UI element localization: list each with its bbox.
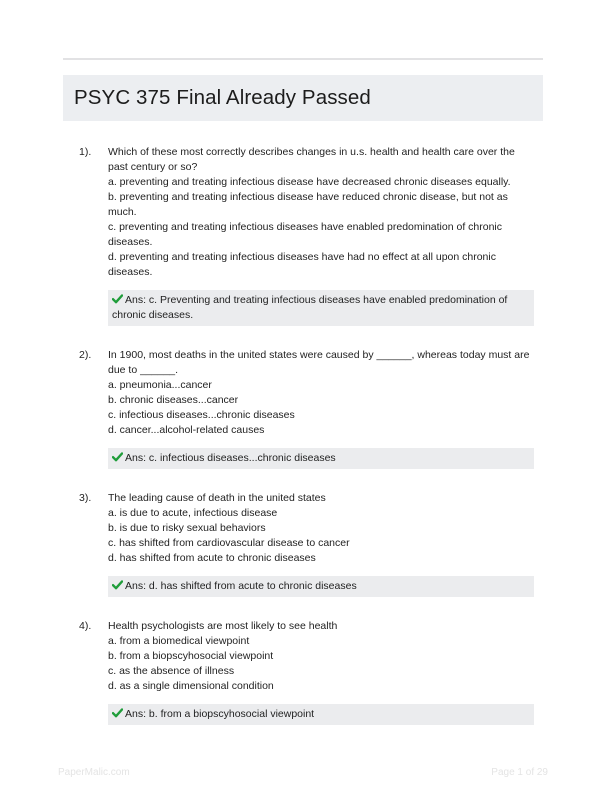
- question-number: 4).: [79, 620, 92, 632]
- check-icon: [112, 580, 123, 590]
- option-b: b. preventing and treating infectious disease have reduced chronic disease, but not as much.: [108, 191, 508, 218]
- question-text: The leading cause of death in the united states: [108, 492, 326, 504]
- title-banner: [63, 75, 543, 121]
- answer-1: [79, 290, 535, 326]
- answer-2: [79, 448, 535, 469]
- option-b: b. from a biopscyhosocial viewpoint: [108, 650, 274, 662]
- option-c: c. infectious diseases...chronic diseases: [108, 409, 295, 421]
- question-body: [108, 348, 535, 438]
- question-number: 1).: [79, 146, 92, 158]
- option-c: c. has shifted from cardiovascular disease to cancer: [108, 537, 350, 549]
- question-3: [79, 491, 535, 566]
- answer-3: [79, 576, 535, 597]
- check-icon: [112, 294, 123, 304]
- page-number: Page 1 of 29: [491, 767, 548, 778]
- question-body: [108, 619, 535, 694]
- answer-text: Ans: c. infectious diseases...chronic diseases: [125, 452, 336, 464]
- question-text: Health psychologists are most likely to see health: [108, 620, 338, 632]
- answer-box: [108, 448, 534, 469]
- option-d: d. preventing and treating infectious diseases have had no effect at all upon chronic diseases.: [108, 251, 496, 278]
- check-icon: [112, 452, 123, 462]
- answer-text: Ans: b. from a biopscyhosocial viewpoint: [125, 708, 315, 720]
- answer-text: Ans: d. has shifted from acute to chronic diseases: [125, 580, 357, 592]
- question-2: [79, 348, 535, 438]
- answer-box: [108, 704, 534, 725]
- option-b: b. chronic diseases...cancer: [108, 394, 239, 406]
- question-4: [79, 619, 535, 694]
- option-a: a. is due to acute, infectious disease: [108, 507, 278, 519]
- document-title: PSYC 375 Final Already Passed: [74, 86, 371, 109]
- option-a: a. preventing and treating infectious disease have decreased chronic diseases equally.: [108, 176, 511, 188]
- option-a: a. pneumonia...cancer: [108, 379, 212, 391]
- question-text: Which of these most correctly describes changes in u.s. health and health care over the past century or so?: [108, 146, 515, 173]
- top-divider: [63, 58, 543, 60]
- check-icon: [112, 708, 123, 718]
- option-d: d. as a single dimensional condition: [108, 680, 274, 692]
- answer-box: [108, 290, 534, 326]
- question-number: 2).: [79, 349, 92, 361]
- answer-4: [79, 704, 535, 725]
- answer-text: Ans: c. Preventing and treating infectious diseases have enabled predomination of chronic diseases.: [112, 294, 508, 321]
- option-c: c. preventing and treating infectious diseases have enabled predomination of chronic diseases.: [108, 221, 503, 248]
- option-b: b. is due to risky sexual behaviors: [108, 522, 266, 534]
- question-text: In 1900, most deaths in the united states were caused by ______, whereas today must are due to ______.: [108, 349, 530, 376]
- question-number: 3).: [79, 492, 92, 504]
- option-a: a. from a biomedical viewpoint: [108, 635, 250, 647]
- footer-watermark: PaperMalic.com: [58, 767, 130, 778]
- question-body: [108, 491, 535, 566]
- option-c: c. as the absence of illness: [108, 665, 235, 677]
- question-body: [108, 145, 535, 280]
- option-d: d. has shifted from acute to chronic diseases: [108, 552, 316, 564]
- answer-box: [108, 576, 534, 597]
- question-1: [79, 145, 535, 280]
- option-d: d. cancer...alcohol-related causes: [108, 424, 265, 436]
